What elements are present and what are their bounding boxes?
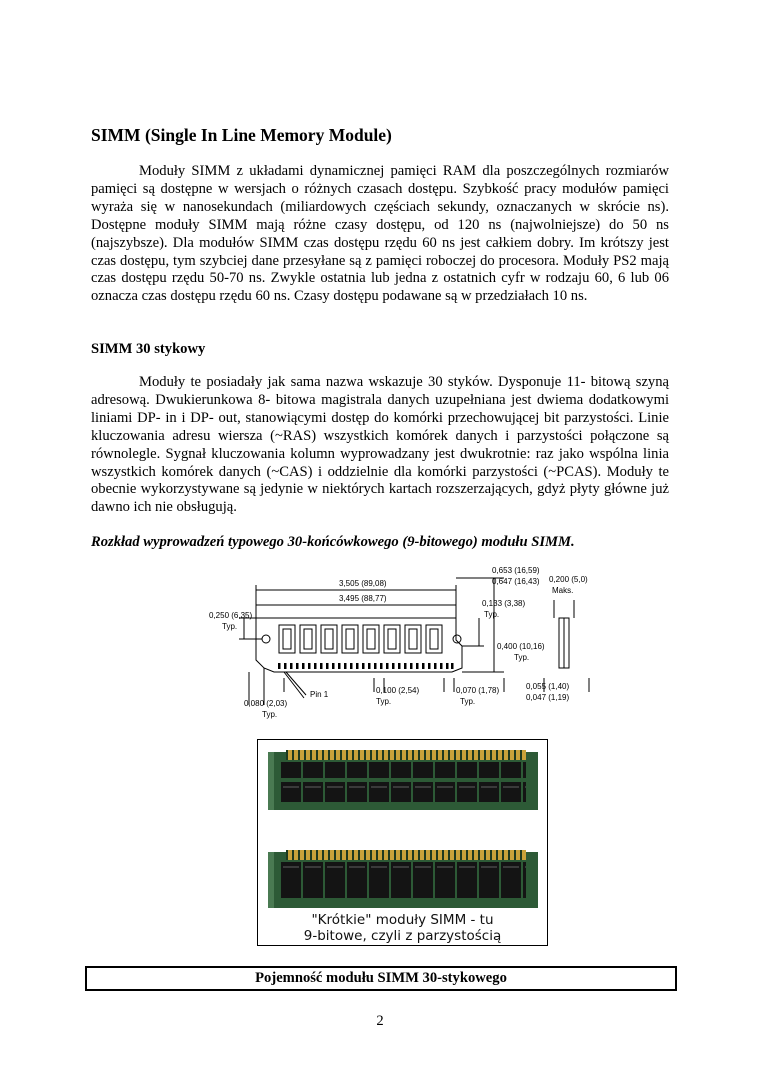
photo-caption-line-1: "Krótkie" moduły SIMM - tu — [311, 912, 494, 928]
dim-400: 0,400 (10,16) — [497, 642, 545, 651]
dim-100: 0,100 (2,54) — [376, 686, 420, 695]
dim-total-b: 3,495 (88,77) — [339, 594, 387, 603]
figure-caption: Rozkład wyprowadzeń typowego 30-końcówkowego (9-bitowego) modułu SIMM. — [91, 534, 575, 550]
section-paragraph-block — [91, 374, 669, 517]
mount-hole-right — [453, 635, 461, 643]
simm-modules-image — [258, 740, 547, 910]
table-title: Pojemność modułu SIMM 30-stykowego — [85, 966, 677, 991]
dim-thick: 0,200 (5,0) — [549, 575, 588, 584]
dim-047: 0,047 (1,19) — [526, 693, 570, 702]
dim-070: 0,070 (1,78) — [456, 686, 500, 695]
section-paragraph: Moduły te posiadały jak sama nazwa wskazuje 30 styków. Dysponuje 11- bitową szyną adresową. Dwukierunkowa 8- bitowa magistrala danych uzupełniana jest dwiema dodatkowymi liniami DP- in i DP- out, stanowiącymi dostęp do komórki przechowującej bit parzystości. Linie kluczowania adresu wiersza (~RAS) wszystkich komórek danych i parzystości połączone są równolegle. Sygnał kluczowania kolumn wyprowadzany jest dwukrotnie: raz jako wspólna linia wszystkich komórek danych (~CAS) i oddzielnie dla komórki parzystości (~PCAS). Moduły te obecnie wykorzystywane są jedynie w niektórych kartach rozszerzających, gdyż płyty główne już dawno ich nie obsługują. — [91, 374, 669, 516]
dim-left-typ: Typ. — [222, 622, 238, 631]
mount-hole-left — [262, 635, 270, 643]
dim-top-b: 0,647 (16,43) — [492, 577, 540, 586]
simm-photo — [257, 739, 548, 946]
dim-080-typ: Typ. — [262, 710, 278, 719]
dim-055: 0,055 (1,40) — [526, 682, 570, 691]
page-title: SIMM (Single In Line Memory Module) — [91, 125, 392, 145]
dim-080: 0,080 (2,03) — [244, 699, 288, 708]
dim-top-a: 0,653 (16,59) — [492, 566, 540, 575]
simm-contact-pins — [278, 663, 454, 669]
simm-board-outline — [256, 618, 462, 672]
simm-dimension-drawing — [204, 560, 604, 725]
page-number: 2 — [376, 1013, 384, 1029]
photo-caption-line-2: 9-bitowe, czyli z parzystością — [303, 928, 502, 944]
dim-100-typ: Typ. — [376, 697, 392, 706]
dim-400-typ: Typ. — [514, 653, 530, 662]
dim-133-typ: Typ. — [484, 610, 500, 619]
section-heading: SIMM 30 stykowy — [91, 341, 206, 357]
dim-total-a: 3,505 (89,08) — [339, 579, 387, 588]
dim-thick-maks: Maks. — [552, 586, 574, 595]
intro-paragraph-block — [91, 163, 669, 306]
dim-133: 0,133 (3,38) — [482, 599, 526, 608]
intro-paragraph: Moduły SIMM z układami dynamicznej pamięci RAM dla poszczególnych rozmiarów pamięci są dostępne w wersjach o różnych czasach dostępu. Szybkość pracy modułów pamięci wyraża się w nanosekundach (miliardowych częściach sekundy, oznaczanych w skrócie ns). Dostępne moduły SIMM mają różne czasy dostępu, od 120 ns (najwolniejsze) do 50 ns (najszybsze). Dla modułów SIMM czas dostępu rzędu 60 ns jest całkiem dobry. Im krótszy jest czas dostępu, tym szybciej dane przesyłane są z pamięci roboczej do procesora. Moduły PS2 mają czas dostępu rzędu 50-70 ns. Zwykle ostatnia lub jedna z ostatnich cyfr w rodzaju 60, 6 lub 06 oznacza czas dostępu rzędu 60 ns. Czasy dostępu podawane są w przedziałach 10 ns. — [91, 163, 669, 305]
photo-caption — [258, 912, 547, 944]
dim-070-typ: Typ. — [460, 697, 476, 706]
pin1-label: Pin 1 — [310, 690, 329, 699]
dim-left: 0,250 (6,35) — [209, 611, 253, 620]
